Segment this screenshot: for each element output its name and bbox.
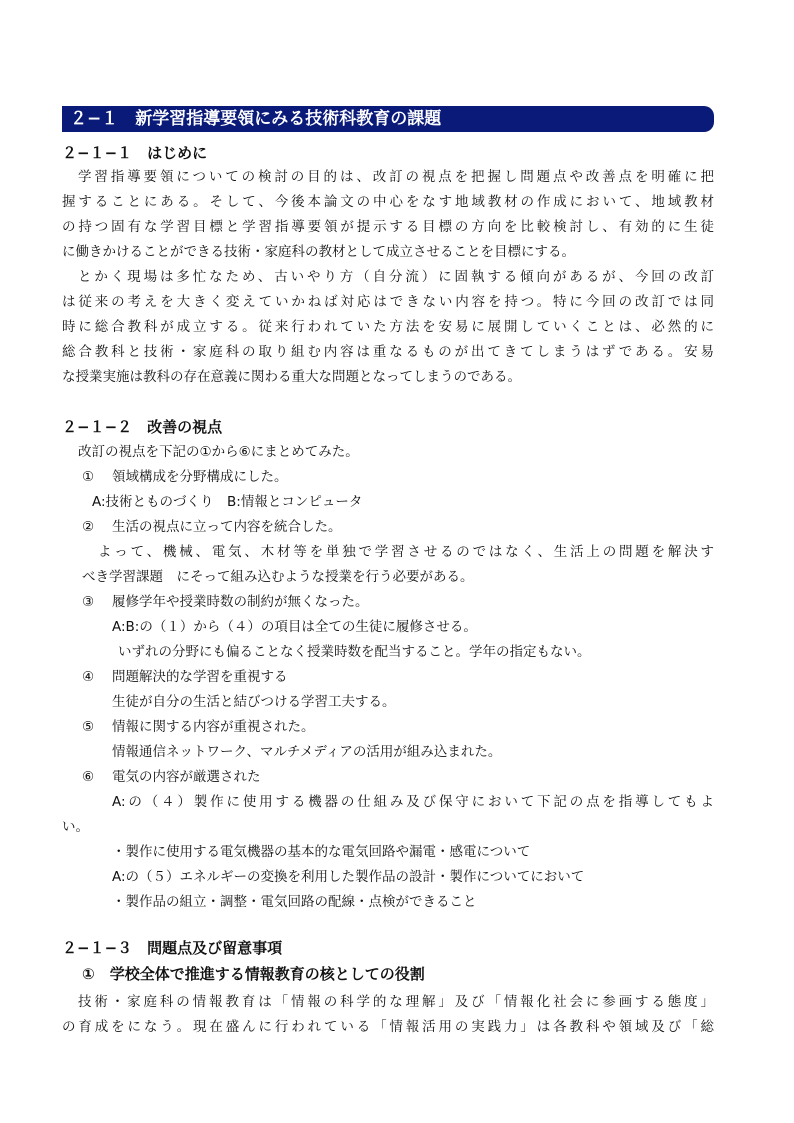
paragraph-line: 学習指導要領についての検討の目的は、改訂の視点を把握し問題点や改善点を明確に把 [78,169,714,185]
list-intro: 改訂の視点を下記の①から⑥にまとめてみた。 [78,444,359,460]
list-item-detail: べき学習課題 にそって組み込むような授業を行う必要がある。 [82,569,474,585]
list-number: ② [82,519,95,535]
list-number: ④ [82,669,95,685]
paragraph-line: 握することにある。そして、今後本論文の中心をなす地域教材の作成において、地域教材 [62,194,714,210]
paragraph-line: に働きかけることができる技術・家庭科の教材として成立させることを目標にする。 [62,244,575,260]
list-item-detail: A:B:の（１）から（４）の項目は全ての生徒に履修させる。 [112,619,477,635]
section-heading-issues: ２−１−３ 問題点及び留意事項 [62,939,283,957]
list-number: ① [82,469,95,485]
paragraph-line: は従来の考えを大きく変えていかねば対応はできない内容を持つ。特に今回の改訂では同 [62,294,714,310]
paragraph-line: の持つ固有な学習目標と学習指導要領が提示する目標の方向を比較検討し、有効的に生徒 [62,219,714,235]
list-item-detail: 生徒が自分の生活と結びつける学習工夫する。 [112,694,396,710]
chapter-banner: ２−１ 新学習指導要領にみる技術科教育の課題 [62,106,714,132]
list-item-title: 履修学年や授業時数の制約が無くなった。 [112,594,369,610]
list-item-detail: 情報通信ネットワーク、マルチメディアの活用が組み込まれた。 [112,744,502,760]
list-item-title: 情報に関する内容が重視された。 [112,719,315,735]
list-number: ⑥ [82,769,95,785]
list-item-detail: A:技術とものづくり B:情報とコンピュータ [92,494,363,510]
list-item-detail: ・製作に使用する電気機器の基本的な電気回路や漏電・感電について [112,844,531,860]
list-number: ③ [82,594,95,610]
paragraph-line: 時に総合教科が成立する。従来行われていた方法を安易に展開していくことは、必然的に [62,319,714,335]
list-item-detail: よって、機械、電気、木材等を単独で学習させるのではなく、生活上の問題を解決す [98,544,714,560]
list-item-detail: A:の（４）製作に使用する機器の仕組み及び保守において下記の点を指導してもよ [112,794,714,810]
list-item-detail: い。 [62,819,89,835]
list-item-title: 領域構成を分野構成にした。 [112,469,288,485]
paragraph-line: の育成をになう。現在盛んに行われている「情報活用の実践力」は各教科や領域及び「総 [62,1019,714,1035]
paragraph-line: 技術・家庭科の情報教育は「情報の科学的な理解」及び「情報化社会に参画する態度」 [78,994,714,1010]
list-item-title: 電気の内容が厳選された [112,769,261,785]
list-item-title: 生活の視点に立って内容を統合した。 [112,519,342,535]
list-item-detail: A:の（５）エネルギーの変換を利用した製作品の設計・製作についてにおいて [112,869,585,885]
paragraph-line: な授業実施は教科の存在意義に関わる重大な問題となってしまうのである。 [62,369,521,385]
list-item-detail: いずれの分野にも偏ることなく授業時数を配当すること。学年の指定もない。 [118,644,591,660]
list-item-detail: ・製作品の組立・調整・電気回路の配線・点検ができること [112,894,477,910]
paragraph-line: 総合教科と技術・家庭科の取り組む内容は重なるものが出てきてしまうはずである。安易 [62,344,714,360]
list-item-title: 問題解決的な学習を重視する [112,669,288,685]
section-heading-improvement: ２−１−２ 改善の視点 [62,418,223,436]
section-heading-intro: ２−１−１ はじめに [62,144,208,162]
list-number: ⑤ [82,719,95,735]
paragraph-line: とかく現場は多忙なため、古いやり方（自分流）に固執する傾向があるが、今回の改訂 [78,269,714,285]
subsection-heading: ① 学校全体で推進する情報教育の核としての役割 [82,965,425,983]
